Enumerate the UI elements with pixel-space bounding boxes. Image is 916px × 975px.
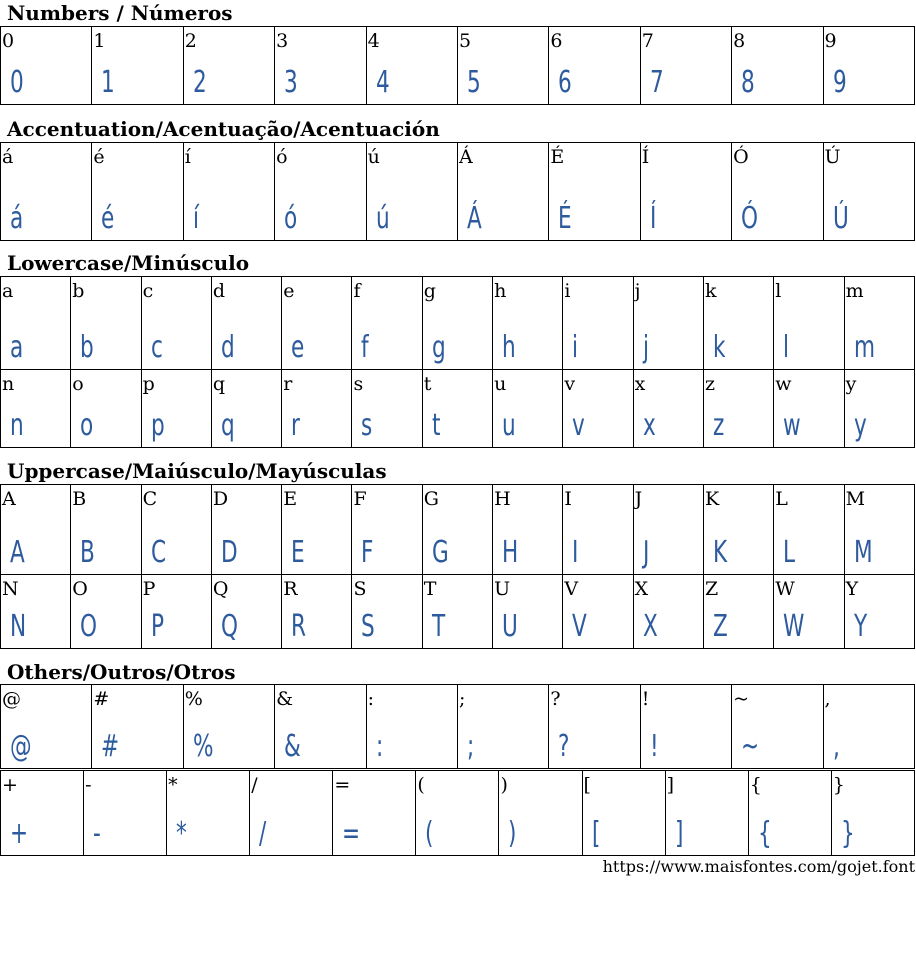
- glyph-cell: [493, 277, 563, 370]
- glyph-sample: W: [783, 609, 805, 644]
- glyph-label: f: [353, 280, 361, 302]
- glyph-sample: 3: [284, 65, 298, 100]
- glyph-label: F: [353, 488, 367, 510]
- glyph-label: ~: [733, 688, 750, 710]
- glyph-label: x: [634, 373, 646, 395]
- glyph-cell: [92, 143, 183, 241]
- glyph-sample: =: [342, 816, 361, 851]
- glyph-cell: [844, 485, 914, 575]
- glyph-sample: m: [853, 330, 875, 365]
- glyph-cell: [416, 771, 499, 856]
- glyph-label: n: [2, 373, 15, 395]
- glyph-label: e: [283, 280, 295, 302]
- glyph-label: H: [494, 488, 511, 510]
- glyph-label: M: [845, 488, 866, 510]
- glyph-sample: É: [558, 201, 572, 236]
- glyph-cell: [563, 485, 633, 575]
- glyph-cell: [141, 370, 211, 448]
- glyph-sample: w: [783, 408, 801, 443]
- glyph-label: 9: [824, 30, 837, 52]
- glyph-label: S: [353, 578, 367, 600]
- glyph-cell: [1, 485, 71, 575]
- glyph-row: [1, 370, 915, 448]
- glyph-label: t: [423, 373, 432, 395]
- glyph-cell: [183, 143, 274, 241]
- glyph-cell: [665, 771, 748, 856]
- glyph-sample: á: [10, 201, 24, 236]
- glyph-cell: [823, 685, 914, 769]
- glyph-cell: [633, 485, 703, 575]
- glyph-label: ;: [458, 688, 466, 710]
- glyph-cell: [499, 771, 582, 856]
- glyph-cell: [563, 277, 633, 370]
- glyph-label: *: [168, 774, 178, 796]
- glyph-cell: [1, 27, 92, 105]
- glyph-sample: z: [712, 408, 725, 443]
- glyph-cell: [748, 771, 831, 856]
- glyph-cell: [282, 277, 352, 370]
- section-title-accents: Accentuation/Acentuação/Acentuación: [7, 117, 440, 141]
- glyph-cell: [71, 370, 141, 448]
- glyph-label: h: [494, 280, 507, 302]
- glyph-sample: t: [431, 408, 441, 443]
- glyph-cell: [1, 575, 71, 649]
- glyph-label: !: [641, 688, 650, 710]
- glyph-sample: ú: [375, 201, 390, 236]
- glyph-cell: [703, 575, 773, 649]
- glyph-label: í: [184, 146, 191, 168]
- glyph-sample: é: [101, 201, 115, 236]
- glyph-label: Ó: [733, 146, 749, 168]
- glyph-sample: Y: [853, 609, 867, 644]
- glyph-label: j: [634, 280, 641, 302]
- glyph-label: 7: [641, 30, 654, 52]
- glyph-label: k: [704, 280, 717, 302]
- glyph-label: É: [550, 146, 565, 168]
- glyph-sample: c: [150, 330, 163, 365]
- section-title-others: Others/Outros/Otros: [7, 660, 236, 684]
- glyph-sample: *: [176, 816, 187, 851]
- glyph-sample: ): [508, 816, 517, 851]
- glyph-sample: 6: [558, 65, 573, 100]
- glyph-sample: R: [291, 609, 307, 644]
- glyph-label: @: [2, 688, 21, 710]
- glyph-label: [: [583, 774, 591, 796]
- glyph-cell: [1, 685, 92, 769]
- glyph-cell: [493, 485, 563, 575]
- glyph-label: ?: [550, 688, 561, 710]
- glyph-cell: [549, 143, 640, 241]
- glyph-row: [1, 277, 915, 370]
- glyph-sample: ;: [466, 729, 475, 764]
- glyph-label: d: [212, 280, 226, 302]
- glyph-sample: N: [10, 609, 27, 644]
- glyph-label: T: [423, 578, 437, 600]
- glyph-label: :: [367, 688, 374, 710]
- glyph-label: R: [283, 578, 298, 600]
- glyph-sample: +: [10, 816, 29, 851]
- glyph-cell: [831, 771, 914, 856]
- glyph-cell: [352, 370, 422, 448]
- glyph-label: N: [2, 578, 19, 600]
- glyph-sample: x: [642, 408, 656, 443]
- glyph-label: I: [564, 488, 572, 510]
- glyph-cell: [549, 27, 640, 105]
- glyph-sample: v: [572, 408, 586, 443]
- glyph-label: &: [276, 688, 294, 710]
- glyph-cell: [333, 771, 416, 856]
- glyph-cell: [563, 575, 633, 649]
- glyph-label: 8: [733, 30, 746, 52]
- glyph-sample: 8: [741, 65, 755, 100]
- glyph-cell: [457, 143, 548, 241]
- glyph-sample: 2: [192, 65, 207, 100]
- glyph-label: ú: [367, 146, 380, 168]
- glyph-sample: b: [80, 330, 95, 365]
- glyph-sample: I: [572, 535, 579, 570]
- glyph-cell: [640, 143, 731, 241]
- glyph-cell: [366, 27, 457, 105]
- glyph-cell: [844, 370, 914, 448]
- glyph-label: Á: [458, 146, 473, 168]
- glyph-sample: u: [502, 408, 516, 443]
- glyph-label: J: [634, 488, 643, 510]
- glyph-label: G: [423, 488, 439, 510]
- glyph-sample: C: [150, 535, 166, 570]
- others-grid-row-1: [0, 684, 915, 769]
- glyph-cell: [422, 485, 492, 575]
- glyph-label: ó: [276, 146, 288, 168]
- glyph-sample: J: [642, 535, 650, 570]
- glyph-label: #: [93, 688, 110, 710]
- glyph-sample: ~: [741, 729, 760, 764]
- glyph-sample: a: [10, 330, 24, 365]
- glyph-cell: [633, 370, 703, 448]
- glyph-label: Í: [641, 146, 650, 168]
- glyph-sample: Ú: [832, 201, 849, 236]
- glyph-label: z: [704, 373, 715, 395]
- glyph-sample: 4: [375, 65, 390, 100]
- glyph-label: %: [184, 688, 203, 710]
- glyph-cell: [774, 575, 844, 649]
- glyph-cell: [732, 27, 823, 105]
- glyph-sample: ?: [558, 729, 570, 764]
- glyph-cell: [211, 575, 281, 649]
- glyph-sample: /: [259, 816, 267, 851]
- glyph-sample: Z: [712, 609, 728, 644]
- glyph-cell: [732, 143, 823, 241]
- lowercase-grid: [0, 276, 915, 448]
- glyph-label: 3: [276, 30, 289, 52]
- glyph-sample: A: [10, 535, 25, 570]
- glyph-label: 0: [2, 30, 15, 52]
- glyph-cell: [582, 771, 665, 856]
- glyph-label: /: [251, 774, 258, 796]
- glyph-sample: @: [10, 729, 32, 764]
- glyph-sample: F: [361, 535, 374, 570]
- glyph-label: 4: [367, 30, 380, 52]
- glyph-cell: [844, 575, 914, 649]
- glyph-label: w: [775, 373, 792, 395]
- glyph-label: =: [334, 774, 351, 796]
- glyph-sample: 0: [10, 65, 24, 100]
- glyph-label: b: [72, 280, 85, 302]
- glyph-label: 5: [458, 30, 472, 52]
- glyph-cell: [549, 685, 640, 769]
- glyph-cell: [275, 27, 366, 105]
- glyph-sample: 7: [649, 65, 664, 100]
- glyph-sample: y: [853, 408, 867, 443]
- glyph-sample: #: [101, 729, 120, 764]
- glyph-cell: [457, 685, 548, 769]
- glyph-row: [1, 485, 915, 575]
- glyph-sample: -: [93, 816, 101, 851]
- glyph-sample: E: [291, 535, 305, 570]
- glyph-label: ,: [824, 688, 831, 710]
- glyph-label: r: [283, 373, 293, 395]
- glyph-sample: f: [361, 330, 370, 365]
- uppercase-grid: [0, 484, 915, 649]
- glyph-cell: [141, 277, 211, 370]
- glyph-sample: U: [502, 609, 518, 644]
- glyph-label: +: [2, 774, 18, 796]
- glyph-sample: 5: [466, 65, 481, 100]
- glyph-label: a: [2, 280, 14, 302]
- glyph-sample: Q: [220, 609, 238, 644]
- glyph-label: ): [500, 774, 508, 796]
- glyph-label: }: [832, 774, 845, 796]
- glyph-sample: ó: [284, 201, 298, 236]
- glyph-sample: (: [425, 816, 434, 851]
- glyph-cell: [703, 277, 773, 370]
- glyph-cell: [92, 27, 183, 105]
- glyph-sample: :: [375, 729, 383, 764]
- glyph-sample: 9: [832, 65, 847, 100]
- glyph-cell: [774, 370, 844, 448]
- glyph-label: E: [283, 488, 298, 510]
- glyph-label: (: [417, 774, 425, 796]
- glyph-cell: [352, 485, 422, 575]
- glyph-cell: [211, 277, 281, 370]
- glyph-cell: [774, 277, 844, 370]
- glyph-cell: [282, 370, 352, 448]
- glyph-label: c: [142, 280, 154, 302]
- glyph-label: v: [564, 373, 576, 395]
- glyph-sample: D: [220, 535, 238, 570]
- glyph-cell: [366, 143, 457, 241]
- glyph-sample: B: [80, 535, 96, 570]
- glyph-label: á: [2, 146, 14, 168]
- glyph-sample: g: [431, 330, 446, 365]
- glyph-cell: [275, 143, 366, 241]
- glyph-sample: V: [572, 609, 588, 644]
- glyph-sample: d: [220, 330, 235, 365]
- glyph-sample: 1: [101, 65, 116, 100]
- glyph-label: y: [845, 373, 857, 395]
- glyph-label: Y: [845, 578, 859, 600]
- glyph-cell: [366, 685, 457, 769]
- glyph-label: -: [85, 774, 92, 796]
- glyph-sample: S: [361, 609, 376, 644]
- glyph-sample: í: [192, 201, 199, 236]
- glyph-cell: [352, 575, 422, 649]
- glyph-label: B: [72, 488, 87, 510]
- glyph-sample: O: [80, 609, 98, 644]
- glyph-sample: ,: [832, 729, 840, 764]
- glyph-label: ]: [666, 774, 675, 796]
- glyph-cell: [71, 277, 141, 370]
- glyph-label: A: [2, 488, 16, 510]
- glyph-cell: [141, 485, 211, 575]
- glyph-cell: [422, 370, 492, 448]
- glyph-cell: [732, 685, 823, 769]
- glyph-cell: [422, 575, 492, 649]
- glyph-label: s: [353, 373, 364, 395]
- glyph-cell: [282, 575, 352, 649]
- glyph-sample: k: [712, 330, 726, 365]
- glyph-label: i: [564, 280, 571, 302]
- glyph-sample: {: [757, 816, 772, 851]
- glyph-row: [1, 685, 915, 769]
- glyph-label: U: [494, 578, 511, 600]
- glyph-cell: [211, 370, 281, 448]
- accents-grid: [0, 142, 915, 241]
- glyph-sample: L: [783, 535, 796, 570]
- glyph-label: q: [212, 373, 226, 395]
- glyph-sample: l: [783, 330, 790, 365]
- glyph-cell: [275, 685, 366, 769]
- glyph-sample: h: [502, 330, 516, 365]
- source-url: https://www.maisfontes.com/gojet.font: [602, 857, 915, 876]
- glyph-sample: s: [361, 408, 373, 443]
- glyph-cell: [167, 771, 250, 856]
- glyph-sample: q: [220, 408, 235, 443]
- section-title-uppercase: Uppercase/Maiúsculo/Mayúsculas: [7, 459, 387, 483]
- glyph-cell: [1, 370, 71, 448]
- glyph-label: Q: [212, 578, 229, 600]
- glyph-cell: [457, 27, 548, 105]
- glyph-row: [1, 575, 915, 649]
- glyph-sample: Á: [466, 201, 482, 236]
- glyph-cell: [92, 685, 183, 769]
- glyph-label: V: [564, 578, 579, 600]
- glyph-label: 1: [93, 30, 106, 52]
- glyph-sample: T: [431, 609, 445, 644]
- glyph-label: L: [775, 488, 788, 510]
- glyph-sample: [: [591, 816, 600, 851]
- glyph-sample: n: [10, 408, 24, 443]
- section-title-numbers: Numbers / Números: [7, 1, 233, 25]
- glyph-cell: [422, 277, 492, 370]
- glyph-sample: X: [642, 609, 658, 644]
- glyph-cell: [493, 370, 563, 448]
- glyph-sample: }: [840, 816, 855, 851]
- glyph-cell: [141, 575, 211, 649]
- section-title-lowercase: Lowercase/Minúsculo: [7, 251, 250, 275]
- glyph-label: Z: [704, 578, 719, 600]
- glyph-cell: [703, 485, 773, 575]
- glyph-label: P: [142, 578, 156, 600]
- glyph-label: Ú: [824, 146, 841, 168]
- glyph-cell: [563, 370, 633, 448]
- glyph-label: O: [72, 578, 88, 600]
- glyph-sample: p: [150, 408, 165, 443]
- glyph-cell: [823, 27, 914, 105]
- glyph-label: u: [494, 373, 507, 395]
- glyph-cell: [71, 485, 141, 575]
- glyph-cell: [1, 143, 92, 241]
- glyph-cell: [823, 143, 914, 241]
- glyph-cell: [282, 485, 352, 575]
- glyph-sample: o: [80, 408, 94, 443]
- glyph-sample: H: [502, 535, 519, 570]
- glyph-cell: [774, 485, 844, 575]
- glyph-cell: [640, 27, 731, 105]
- glyph-label: C: [142, 488, 158, 510]
- glyph-label: m: [845, 280, 864, 302]
- glyph-label: g: [423, 280, 436, 302]
- glyph-row: [1, 27, 915, 105]
- glyph-row: [1, 771, 915, 856]
- glyph-sample: Ó: [741, 201, 759, 236]
- glyph-cell: [183, 27, 274, 105]
- glyph-sample: G: [431, 535, 449, 570]
- glyph-cell: [352, 277, 422, 370]
- glyph-sample: j: [642, 330, 649, 365]
- glyph-sample: Í: [649, 201, 657, 236]
- glyph-sample: %: [192, 729, 214, 764]
- numbers-grid: [0, 26, 915, 105]
- glyph-sample: M: [853, 535, 873, 570]
- glyph-sample: i: [572, 330, 579, 365]
- glyph-label: W: [775, 578, 795, 600]
- glyph-sample: P: [150, 609, 164, 644]
- glyph-sample: ]: [674, 816, 684, 851]
- others-grid-row-2: [0, 770, 915, 856]
- glyph-cell: [844, 277, 914, 370]
- glyph-cell: [493, 575, 563, 649]
- glyph-label: K: [704, 488, 720, 510]
- glyph-label: p: [142, 373, 155, 395]
- glyph-label: l: [775, 280, 782, 302]
- glyph-label: 2: [184, 30, 197, 52]
- glyph-cell: [640, 685, 731, 769]
- glyph-cell: [633, 277, 703, 370]
- glyph-cell: [84, 771, 167, 856]
- glyph-label: D: [212, 488, 229, 510]
- glyph-cell: [1, 771, 84, 856]
- glyph-sample: r: [291, 408, 301, 443]
- glyph-cell: [183, 685, 274, 769]
- glyph-cell: [703, 370, 773, 448]
- glyph-label: X: [634, 578, 649, 600]
- glyph-row: [1, 143, 915, 241]
- glyph-cell: [633, 575, 703, 649]
- glyph-label: é: [93, 146, 105, 168]
- glyph-sample: !: [649, 729, 659, 764]
- glyph-sample: e: [291, 330, 305, 365]
- glyph-label: 6: [550, 30, 563, 52]
- glyph-cell: [1, 277, 71, 370]
- glyph-cell: [250, 771, 333, 856]
- glyph-cell: [211, 485, 281, 575]
- glyph-label: {: [749, 774, 762, 796]
- glyph-label: o: [72, 373, 84, 395]
- glyph-sample: K: [712, 535, 728, 570]
- glyph-sample: &: [284, 729, 302, 764]
- glyph-cell: [71, 575, 141, 649]
